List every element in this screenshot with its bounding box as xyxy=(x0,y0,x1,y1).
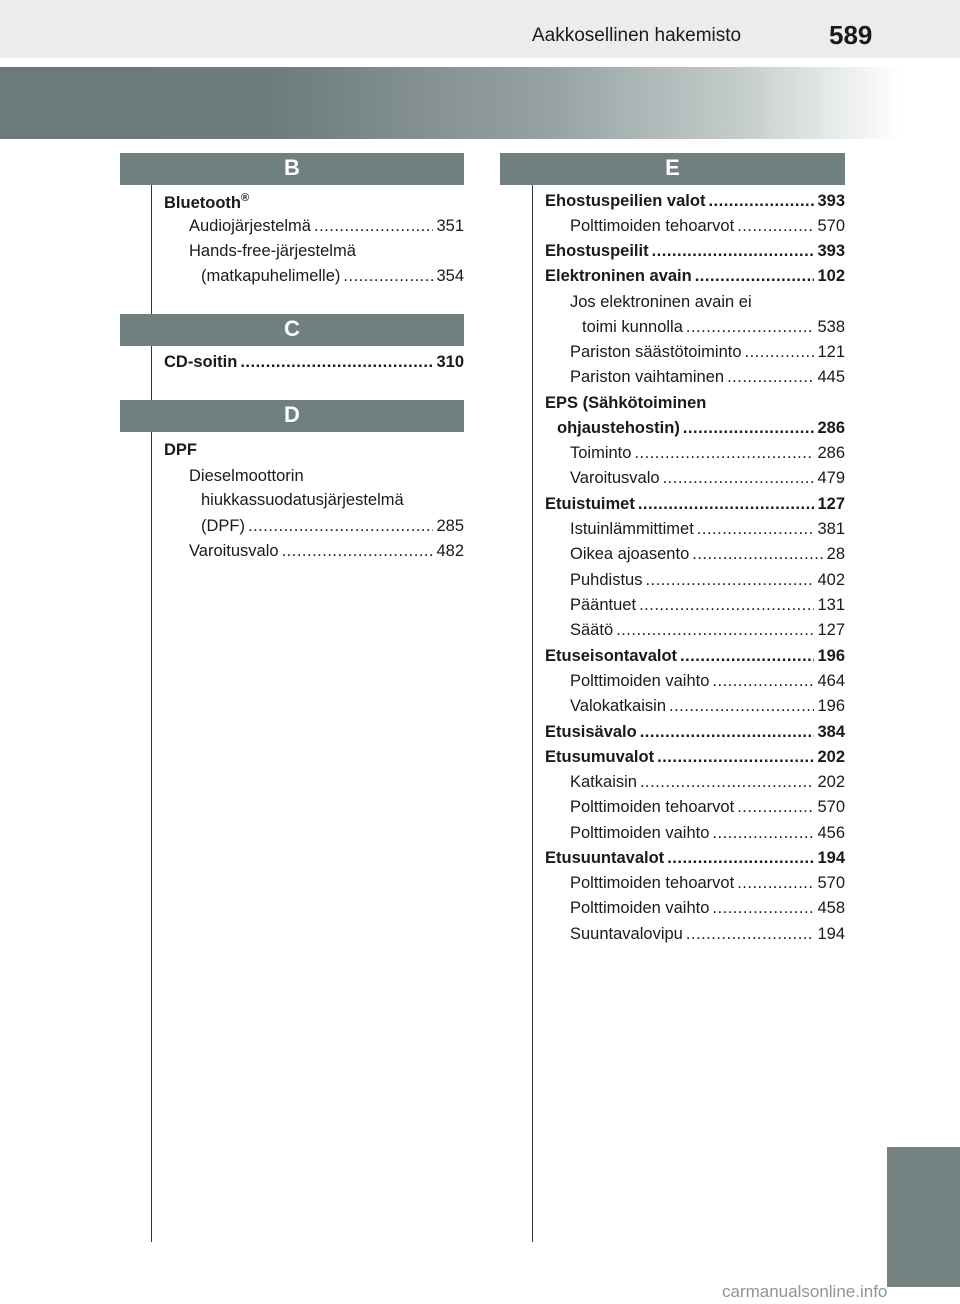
page-reference: 196 xyxy=(817,647,845,665)
index-entry-label: Varoitusvalo xyxy=(189,542,279,560)
dot-leader xyxy=(667,848,814,868)
dot-leader xyxy=(692,544,823,564)
index-subentry[interactable] xyxy=(570,595,845,615)
index-subentry[interactable] xyxy=(570,519,845,539)
dot-leader xyxy=(663,468,815,488)
page-reference: 196 xyxy=(817,697,845,715)
index-subentry-line: Dieselmoottorin xyxy=(189,467,304,485)
dot-leader xyxy=(657,747,814,767)
section-header-c: C xyxy=(120,314,464,346)
page-reference: 458 xyxy=(817,899,845,917)
index-entry-label: toimi kunnolla xyxy=(582,318,683,336)
page-reference: 131 xyxy=(817,596,845,614)
dot-leader xyxy=(282,541,434,561)
dot-leader xyxy=(645,570,814,590)
dot-leader xyxy=(737,873,814,893)
chapter-banner xyxy=(0,67,900,139)
page-reference: 127 xyxy=(817,495,845,513)
dot-leader xyxy=(708,191,814,211)
index-entry-label: Polttimoiden tehoarvot xyxy=(570,217,735,235)
page-reference: 464 xyxy=(817,672,845,690)
page-reference: 285 xyxy=(436,517,464,535)
index-entry-label: Toiminto xyxy=(570,444,632,462)
index-entry[interactable] xyxy=(545,241,845,261)
dot-leader xyxy=(737,216,814,236)
header-bar xyxy=(0,0,960,58)
page-reference: 570 xyxy=(817,874,845,892)
index-entry-label: Pariston säästötoiminto xyxy=(570,343,742,361)
index-subentry[interactable] xyxy=(570,468,845,488)
index-entry-label: Valokatkaisin xyxy=(570,697,666,715)
page-reference: 354 xyxy=(436,267,464,285)
page-reference: 479 xyxy=(817,469,845,487)
index-entry-label: ohjaustehostin) xyxy=(557,419,680,437)
index-subentry-line: hiukkassuodatusjärjestelmä xyxy=(201,491,404,509)
index-subentry[interactable] xyxy=(570,898,845,918)
page-reference: 194 xyxy=(817,849,845,867)
page-header-title: Aakkosellinen hakemisto xyxy=(532,25,742,46)
index-subentry-line: Jos elektroninen avain ei xyxy=(570,293,752,311)
dot-leader xyxy=(314,216,433,236)
dot-leader xyxy=(640,772,815,792)
index-entry-label: Bluetooth xyxy=(164,194,241,212)
dot-leader xyxy=(638,494,815,514)
dot-leader xyxy=(695,266,815,286)
index-entry-label: Polttimoiden vaihto xyxy=(570,672,710,690)
index-entry[interactable] xyxy=(545,646,845,666)
dot-leader xyxy=(727,367,814,387)
dot-leader xyxy=(616,620,814,640)
page-reference: 381 xyxy=(817,520,845,538)
index-subentry[interactable] xyxy=(570,367,845,387)
index-entry-label: Polttimoiden tehoarvot xyxy=(570,798,735,816)
index-subentry[interactable] xyxy=(570,443,845,463)
index-subentry[interactable] xyxy=(570,924,845,944)
index-entry-bluetooth[interactable] xyxy=(164,188,249,213)
index-entry-label: Ehostuspeilien valot xyxy=(545,192,706,210)
page-reference: 28 xyxy=(826,545,845,563)
index-subentry[interactable] xyxy=(201,266,464,286)
page-reference: 445 xyxy=(817,368,845,386)
index-subentry[interactable] xyxy=(570,544,845,564)
dot-leader xyxy=(697,519,815,539)
index-subentry[interactable] xyxy=(570,342,845,362)
index-entry-label: Polttimoiden vaihto xyxy=(570,824,710,842)
registered-mark: ® xyxy=(240,192,250,204)
page-reference: 202 xyxy=(817,748,845,766)
index-entry-label: Varoitusvalo xyxy=(570,469,660,487)
index-entry-label: Pariston vaihtaminen xyxy=(570,368,725,386)
page-reference: 538 xyxy=(817,318,845,336)
dot-leader xyxy=(639,595,814,615)
page-reference: 194 xyxy=(817,925,845,943)
chapter-thumb-tab xyxy=(887,1147,960,1287)
section-header-d: D xyxy=(120,400,464,432)
index-entry-label: Ehostuspeilit xyxy=(545,242,649,260)
index-entry-label: Istuinlämmittimet xyxy=(570,520,694,538)
index-entry-label: Katkaisin xyxy=(570,773,637,791)
index-entry[interactable] xyxy=(545,191,845,211)
index-subentry[interactable] xyxy=(201,516,464,536)
page-reference: 456 xyxy=(817,824,845,842)
index-entry[interactable] xyxy=(545,747,845,767)
index-entry-label: Puhdistus xyxy=(570,571,643,589)
page-reference: 286 xyxy=(817,419,845,437)
index-entry[interactable] xyxy=(557,418,845,438)
page-reference: 310 xyxy=(436,353,464,371)
page-reference: 202 xyxy=(817,773,845,791)
index-entry[interactable] xyxy=(545,494,845,514)
right-column-rule xyxy=(532,185,533,1242)
index-entry-label: Audiojärjestelmä xyxy=(189,217,311,235)
dot-leader xyxy=(712,898,814,918)
index-entry-label: Pääntuet xyxy=(570,596,637,614)
index-entry-dpf[interactable]: DPF xyxy=(164,441,197,459)
index-entry[interactable] xyxy=(545,266,845,286)
page-reference: 102 xyxy=(817,267,845,285)
dot-leader xyxy=(712,823,814,843)
index-entry-label: Etusuuntavalot xyxy=(545,849,665,867)
dot-leader xyxy=(343,266,433,286)
section-header-e: E xyxy=(500,153,845,185)
index-entry-label: (DPF) xyxy=(201,517,245,535)
dot-leader xyxy=(652,241,815,261)
index-subentry[interactable] xyxy=(189,216,464,236)
page-reference: 482 xyxy=(436,542,464,560)
index-subentry[interactable] xyxy=(570,570,845,590)
index-entry-label: Oikea ajoasento xyxy=(570,545,690,563)
dot-leader xyxy=(712,671,814,691)
index-subentry[interactable] xyxy=(189,541,464,561)
index-subentry[interactable] xyxy=(570,671,845,691)
index-entry[interactable] xyxy=(545,722,845,742)
dot-leader xyxy=(240,352,433,372)
dot-leader xyxy=(683,418,815,438)
index-subentry[interactable] xyxy=(570,696,845,716)
index-subentry[interactable] xyxy=(570,216,845,236)
dot-leader xyxy=(737,797,814,817)
page-reference: 384 xyxy=(817,723,845,741)
footer-watermark: carmanualsonline.info xyxy=(722,1282,888,1301)
section-header-b: B xyxy=(120,153,464,185)
index-entry-line: EPS (Sähkötoiminen xyxy=(545,394,707,412)
page-reference: 351 xyxy=(436,217,464,235)
dot-leader xyxy=(686,317,815,337)
dot-leader xyxy=(248,516,433,536)
index-entry[interactable] xyxy=(164,352,464,372)
index-entry[interactable] xyxy=(545,848,845,868)
index-subentry[interactable] xyxy=(570,772,845,792)
dot-leader xyxy=(669,696,814,716)
page-reference: 121 xyxy=(817,343,845,361)
dot-leader xyxy=(680,646,814,666)
index-entry-label: CD-soitin xyxy=(164,353,238,371)
index-subentry[interactable] xyxy=(582,317,845,337)
page-reference: 570 xyxy=(817,798,845,816)
index-entry-label: Elektroninen avain xyxy=(545,267,692,285)
index-subentry[interactable] xyxy=(570,797,845,817)
page-number: 589 xyxy=(829,20,873,50)
index-entry-label: Polttimoiden tehoarvot xyxy=(570,874,735,892)
dot-leader xyxy=(634,443,814,463)
index-entry-label: (matkapuhelimelle) xyxy=(201,267,341,285)
page-reference: 393 xyxy=(817,242,845,260)
page-reference: 127 xyxy=(817,621,845,639)
index-entry-label: Polttimoiden vaihto xyxy=(570,899,710,917)
page-reference: 402 xyxy=(817,571,845,589)
index-entry-label: Säätö xyxy=(570,621,614,639)
dot-leader xyxy=(745,342,815,362)
page-reference: 286 xyxy=(817,444,845,462)
index-entry-label: Etuistuimet xyxy=(545,495,635,513)
index-entry-label: Etusumuvalot xyxy=(545,748,655,766)
index-entry-label: Etuseisontavalot xyxy=(545,647,678,665)
dot-leader xyxy=(640,722,815,742)
dot-leader xyxy=(686,924,815,944)
index-entry-label: Etusisävalo xyxy=(545,723,637,741)
page-reference: 570 xyxy=(817,217,845,235)
index-subentry[interactable] xyxy=(570,620,845,640)
index-entry-label: Suuntavalovipu xyxy=(570,925,683,943)
index-subentry[interactable] xyxy=(570,873,845,893)
index-subentry-line: Hands-free-järjestelmä xyxy=(189,242,356,260)
page-reference: 393 xyxy=(817,192,845,210)
index-subentry[interactable] xyxy=(570,823,845,843)
